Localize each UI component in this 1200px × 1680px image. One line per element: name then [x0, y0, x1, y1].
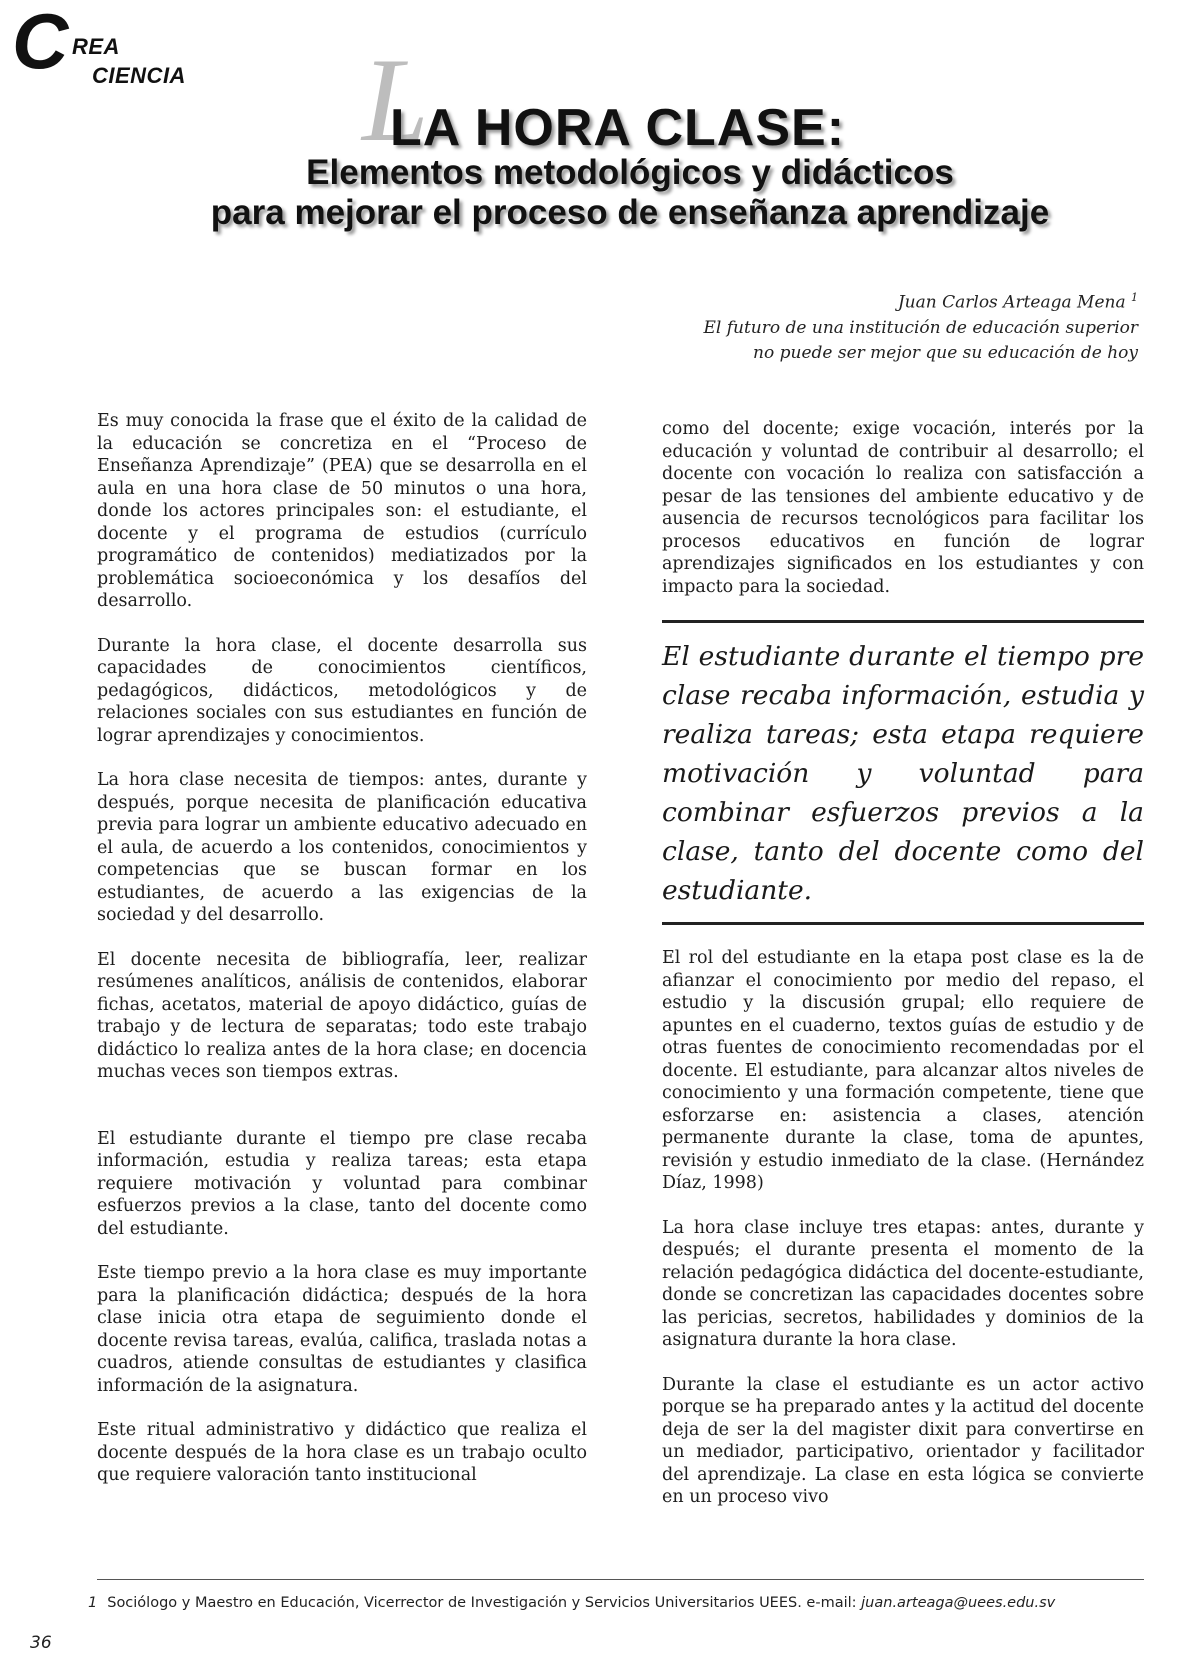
footnote-mark: 1	[88, 1595, 98, 1611]
logo-line-2: CIENCIA	[92, 63, 186, 88]
page-number: 36	[30, 1633, 52, 1653]
author-name: Juan Carlos Arteaga Mena	[897, 292, 1126, 313]
author-footnote-mark: 1	[1131, 291, 1138, 304]
body-paragraph: Durante la clase el estudiante es un actor activo porque se ha preparado antes y la actitud del docente deja de ser la del magister dixit para convertirse en un mediador, participativo, orientador y facilitador del aprendizaje. La clase en esta lógica se convierte en un proceso vivo	[662, 1374, 1144, 1507]
footnote-text: Sociólogo y Maestro en Educación, Vicerrector de Investigación y Servicios Universitarios UEES. e-mail:	[107, 1595, 857, 1611]
footnote-divider	[97, 1579, 1144, 1580]
body-paragraph: Durante la hora clase, el docente desarrolla sus capacidades de conocimientos científicos, pedagógicos, didácticos, metodológicos y de relaciones sociales con sus estudiantes en función de lograr aprendizajes y conocimientos.	[97, 635, 587, 746]
body-paragraph: La hora clase necesita de tiempos: antes, durante y después, porque necesita de planificación educativa previa para lograr un ambiente educativo adecuado en el aula, de acuerdo a los contenidos, conocimientos y competencias que se buscan formar en los estudiantes, de acuerdo a las exigencias de la sociedad y del desarrollo.	[97, 770, 587, 925]
author-line	[703, 285, 1138, 316]
logo-line-1: REA	[72, 34, 120, 59]
right-column	[662, 418, 1144, 1531]
pull-quote: El estudiante durante el tiempo pre clase recaba información, estudia y realiza tareas; esta etapa requiere motivación y voluntad para combinar esfuerzos previos a la clase, tanto del docente como del estudiante.	[662, 620, 1144, 925]
body-paragraph: como del docente; exige vocación, interés por la educación y voluntad de contribuir al desarrollo; el docente con vocación lo realiza con satisfacción a pesar de las tensiones del ambiente educativo y de ausencia de recursos tecnológicos para facilitar los procesos educativos en función de lograr aprendizajes significados en los estudiantes y con impacto para la sociedad.	[662, 419, 1144, 597]
body-paragraph: Es muy conocida la frase que el éxito de la calidad de la educación se concretiza en el “Proceso de Enseñanza Aprendizaje” (PEA) que se desarrolla en el aula en una hora clase de 50 minutos o una hora, donde los actores principales son: el estudiante, el docente y el programa de estudios (currículo programático de contenidos) mediatizados por la problemática socioeconómica y los desafíos del desarrollo.	[97, 411, 587, 611]
article-title: LA HORA CLASE:	[390, 99, 846, 157]
body-paragraph: El estudiante durante el tiempo pre clase recaba información, estudia y realiza tareas; esta etapa requiere motivación y voluntad para combinar esfuerzos previos a la clase, tanto del docente como del estudiante.	[97, 1128, 587, 1239]
epigraph-line-1: El futuro de una institución de educación superior	[703, 317, 1138, 338]
article-subtitle-line-2: para mejorar el proceso de enseñanza aprendizaje	[210, 193, 1050, 232]
body-paragraph: Este tiempo previo a la hora clase es muy importante para la planificación didáctica; después de la hora clase inicia otra etapa de seguimiento donde el docente revisa tareas, evalúa, califica, traslada notas a cuadros, atiende consultas de estudiantes y clasifica información de la asignatura.	[97, 1263, 587, 1396]
article-subtitle-line-1: Elementos metodológicos y didácticos	[306, 153, 954, 192]
epigraph-line-2: no puede ser mejor que su educación de hoy	[753, 342, 1138, 363]
journal-logo	[12, 0, 202, 88]
title-decorative-initial: L	[362, 33, 429, 166]
footnote	[88, 1594, 1055, 1612]
logo-initial: C	[12, 0, 69, 85]
body-paragraph: El docente necesita de bibliografía, leer, realizar resúmenes analíticos, análisis de contenidos, elaborar fichas, acetatos, material de apoyo didáctico, guías de trabajo y de lectura de separatas; todo este trabajo didáctico lo realiza antes de la hora clase; en docencia muchas veces son tiempos extras.	[97, 949, 587, 1082]
body-paragraph: El rol del estudiante en la etapa post clase es la de afianzar el conocimiento por medio del repaso, el estudio y la discusión grupal; ello requiere de apuntes en el cuaderno, textos guías de estudio y de otras fuentes de conocimiento recomendadas por el docente. El estudiante, para alcanzar altos niveles de conocimiento y una formación competente, tiene que esforzarse en: asistencia a clases, atención permanente durante la clase, toma de apuntes, revisión y estudio inmediato de la clase. (Hernández Díaz, 1998)	[662, 948, 1144, 1193]
left-column	[97, 410, 587, 1509]
body-paragraph: La hora clase incluye tres etapas: antes, durante y después; el durante presenta el momento de la relación pedagógica didáctica del docente-estudiante, donde se concretizan las capacidades docentes sobre las pericias, secretos, habilidades y dominios de la asignatura durante la hora clase.	[662, 1217, 1144, 1350]
byline	[703, 285, 1138, 366]
footnote-email: juan.arteaga@uees.edu.sv	[861, 1595, 1056, 1611]
body-paragraph: Este ritual administrativo y didáctico que realiza el docente después de la hora clase es un trabajo oculto que requiere valoración tanto institucional	[97, 1420, 587, 1485]
